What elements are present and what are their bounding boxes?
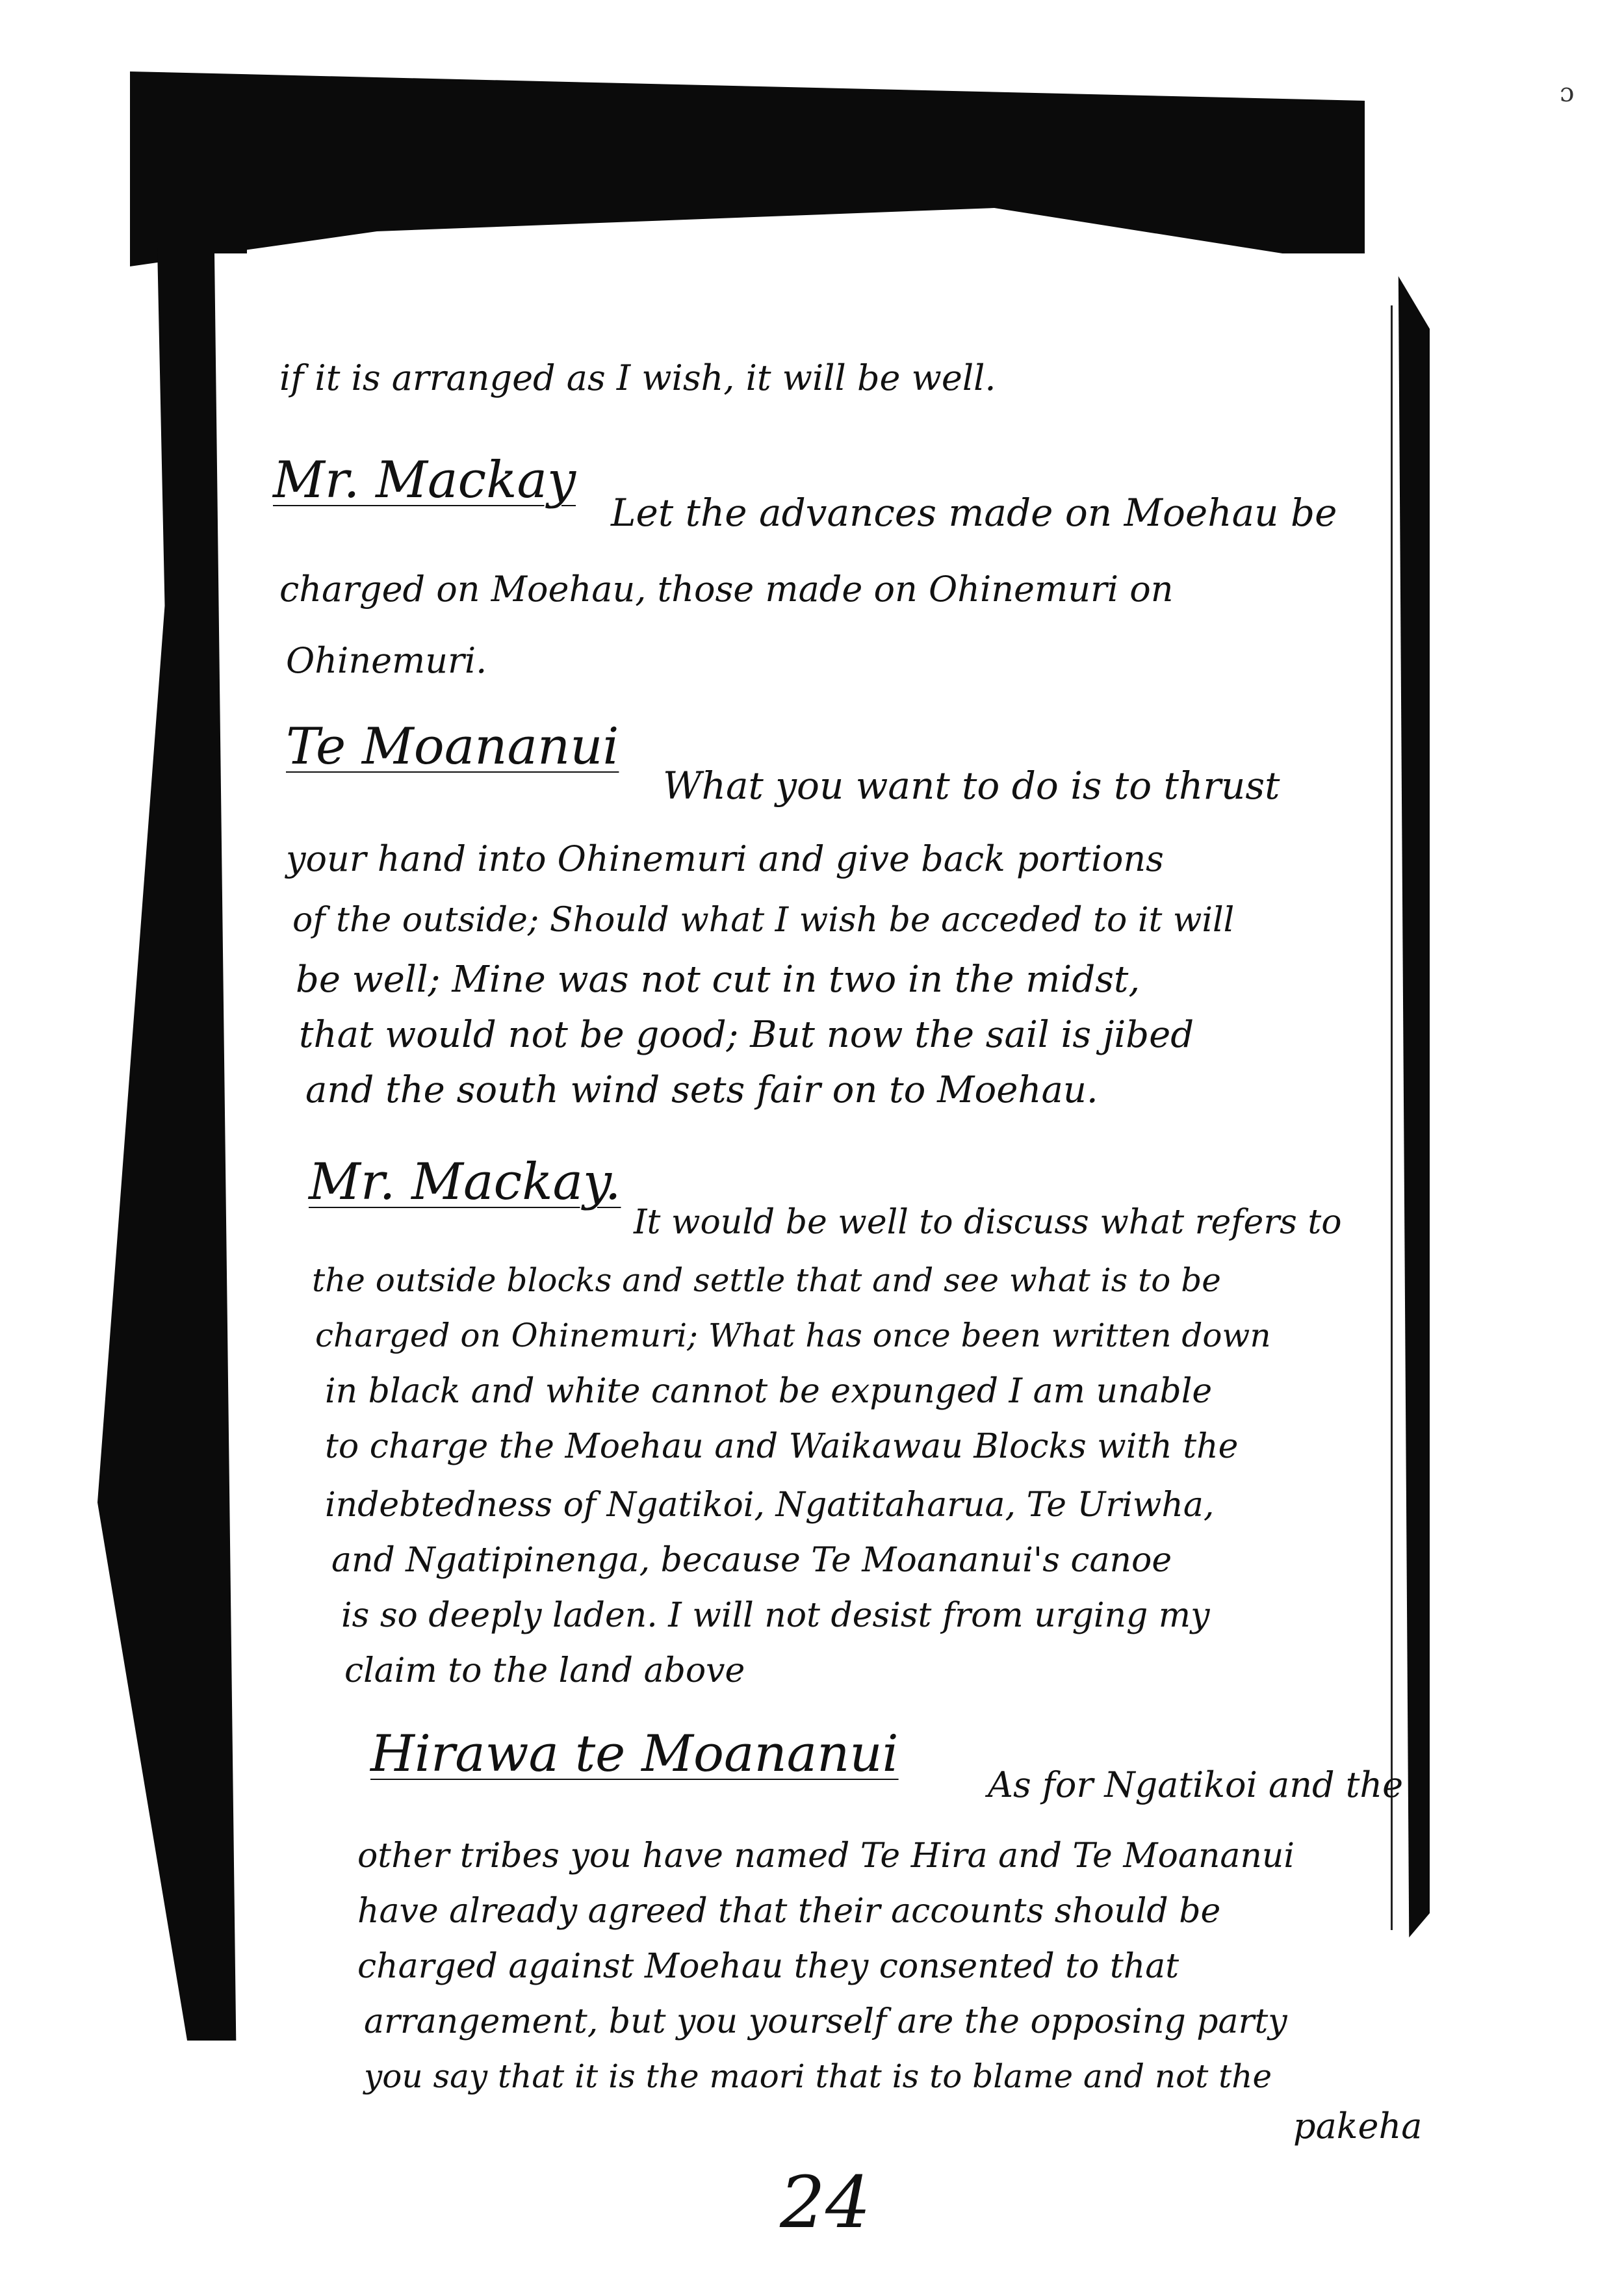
speaker-name: Te Moananui [286, 717, 619, 776]
page-edge-rule [1391, 305, 1393, 1930]
text-line: in black and white cannot be expunged I am unable [325, 1372, 1213, 1411]
text-line: other tribes you have named Te Hira and Te Moananui [357, 1836, 1295, 1875]
text-line: have already agreed that their accounts should be [357, 1892, 1221, 1931]
page-number: 24 [780, 2161, 871, 2244]
text-line: if it is arranged as I wish, it will be well. [279, 357, 996, 398]
text-line: claim to the land above [344, 1651, 745, 1690]
text-line: is so deeply laden. I will not desist from urging my [341, 1596, 1210, 1635]
speaker-name: Mr. Mackay. [309, 1153, 621, 1211]
text-line: you say that it is the maori that is to blame and not the [364, 2057, 1272, 2095]
scan-shadow-top [130, 71, 1365, 266]
corner-mark: ɔ [1560, 78, 1575, 108]
text-line: charged on Moehau, those made on Ohinemuri on [279, 569, 1174, 610]
text-line: As for Ngatikoi and the [988, 1764, 1404, 1805]
text-line: and the south wind sets fair on to Moehau. [305, 1069, 1098, 1111]
text-line: be well; Mine was not cut in two in the midst, [296, 959, 1141, 1001]
text-line: and Ngatipinenga, because Te Moananui's canoe [331, 1541, 1172, 1580]
text-line: It would be well to discuss what refers to [634, 1203, 1342, 1242]
text-line: pakeha [1293, 2106, 1423, 2146]
text-line: Let the advances made on Moehau be [611, 491, 1337, 535]
text-line: the outside blocks and settle that and see what is to be [312, 1261, 1221, 1299]
text-line: What you want to do is to thrust [663, 764, 1280, 808]
text-line: charged on Ohinemuri; What has once been written down [315, 1317, 1271, 1354]
text-line: indebtedness of Ngatikoi, Ngatitaharua, Te Uriwha, [325, 1486, 1215, 1525]
text-line: that would not be good; But now the sail is jibed [299, 1014, 1194, 1056]
speaker-name: Hirawa te Moananui [370, 1725, 899, 1783]
text-line: to charge the Moehau and Waikawau Blocks with the [325, 1427, 1239, 1466]
text-line: Ohinemuri. [286, 640, 487, 681]
text-line: of the outside; Should what I wish be acceded to it will [292, 901, 1235, 940]
text-line: your hand into Ohinemuri and give back portions [286, 838, 1164, 879]
text-line: charged against Moehau they consented to that [357, 1947, 1179, 1986]
speaker-name: Mr. Mackay [273, 451, 576, 509]
text-line: arrangement, but you yourself are the opposing party [364, 2002, 1287, 2041]
